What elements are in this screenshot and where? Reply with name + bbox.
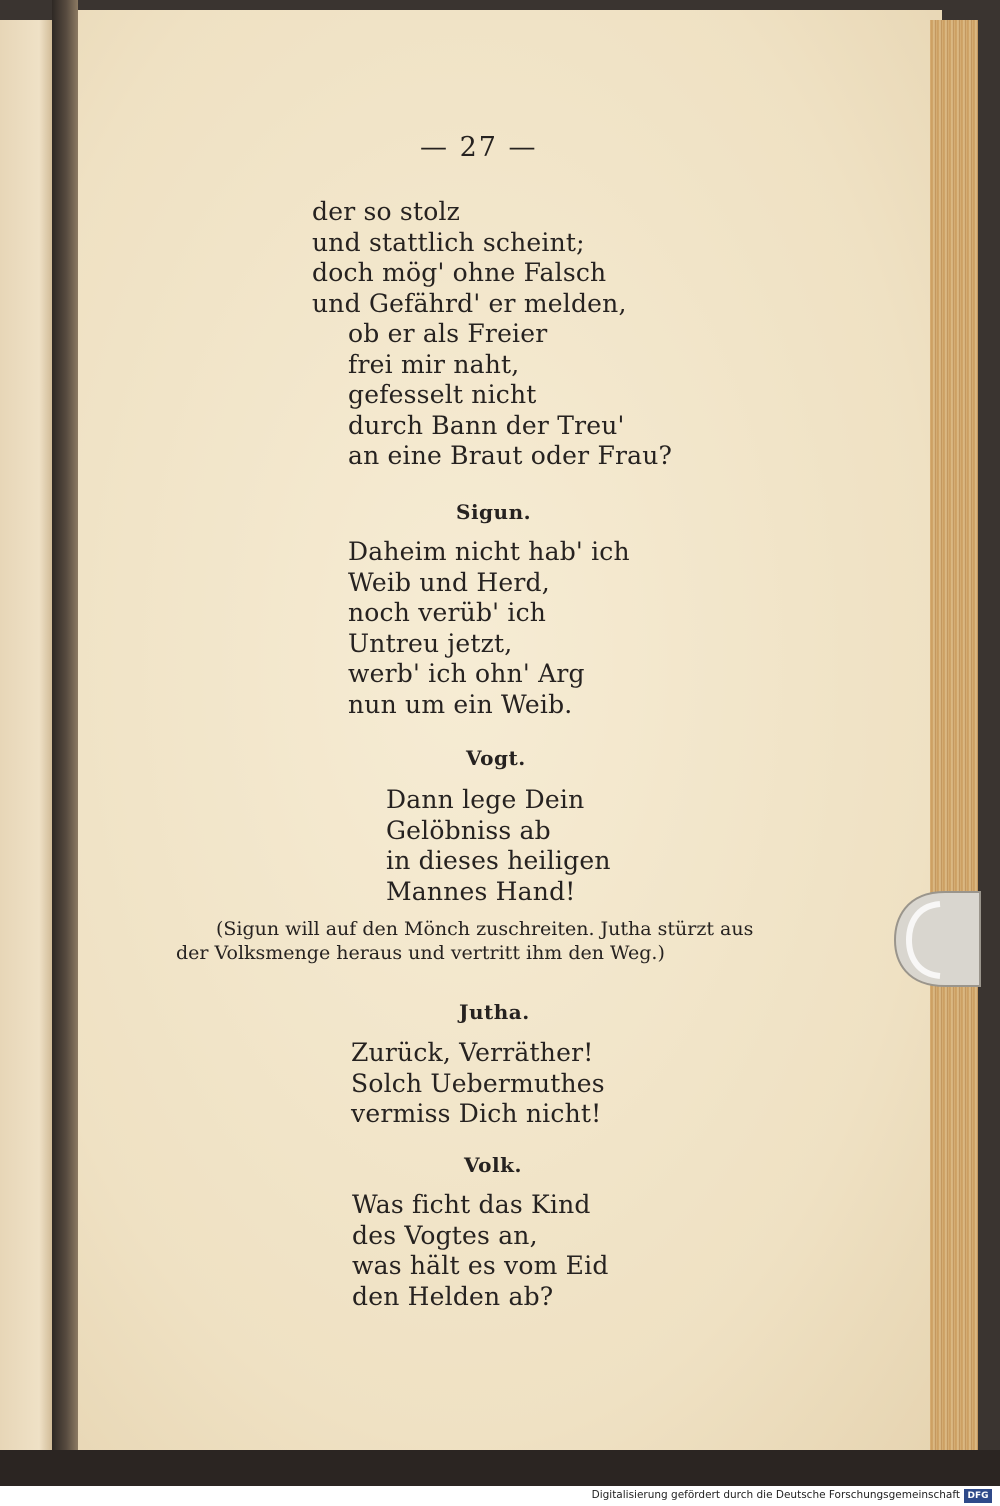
verse-line: der so stolz: [312, 197, 461, 226]
verse-line: Was ficht das Kind: [352, 1190, 591, 1219]
verse-line: Dann lege Dein: [386, 785, 585, 814]
verse-line: doch mög' ohne Falsch: [312, 258, 607, 287]
verse-block-vogt: [386, 785, 611, 907]
verse-block-volk: [352, 1190, 609, 1312]
verse-line: Solch Uebermuthes: [351, 1068, 605, 1098]
verse-line: Untreu jetzt,: [348, 628, 513, 658]
footer-bar: [0, 1486, 1000, 1506]
verse-line: und stattlich scheint;: [312, 227, 585, 257]
verse-line: was hält es vom Eid: [352, 1251, 609, 1280]
book-gutter: [52, 0, 78, 1460]
speaker-jutha: Jutha.: [459, 1000, 530, 1024]
speaker-sigun: Sigun.: [456, 500, 532, 524]
left-page-edge: [0, 20, 56, 1450]
verse-line: Weib und Herd,: [348, 567, 550, 597]
verse-line: an eine Braut oder Frau?: [348, 441, 673, 470]
footer-credit: Digitalisierung gefördert durch die Deutsche Forschungsgemeinschaft: [591, 1489, 960, 1501]
verse-block-sigun: [348, 537, 630, 720]
verse-line: Zurück, Verräther!: [351, 1038, 594, 1067]
verse-line: den Helden ab?: [352, 1281, 554, 1311]
verse-line: durch Bann der Treu': [348, 410, 625, 440]
verse-line: werb' ich ohn' Arg: [348, 659, 585, 688]
stage-direction-line: der Volksmenge heraus und vertritt ihm den Weg.): [176, 942, 665, 964]
verse-line: ob er als Freier: [348, 319, 548, 348]
verse-line: Daheim nicht hab' ich: [348, 537, 630, 566]
verse-block-jutha: [351, 1038, 605, 1130]
verse-line: Gelöbniss ab: [386, 815, 551, 845]
stage-direction: [176, 917, 753, 965]
verse-line: gefesselt nicht: [348, 380, 537, 409]
stage-direction-line: (Sigun will auf den Mönch zuschreiten. Jutha stürzt aus: [216, 918, 754, 940]
verse-line: noch verüb' ich: [348, 598, 547, 627]
verse-block-1: [312, 197, 672, 472]
page-clip-icon: [885, 890, 985, 990]
verse-line: und Gefährd' er melden,: [312, 288, 627, 318]
verse-line: frei mir naht,: [348, 349, 520, 379]
speaker-volk: Volk.: [464, 1153, 522, 1177]
page-number: — 27 —: [420, 132, 538, 163]
speaker-vogt: Vogt.: [466, 746, 526, 770]
dfg-logo-icon: DFG: [964, 1489, 992, 1503]
bottom-shadow: [0, 1450, 1000, 1486]
verse-line: des Vogtes an,: [352, 1220, 538, 1250]
verse-line: nun um ein Weib.: [348, 689, 573, 719]
verse-line: vermiss Dich nicht!: [351, 1099, 602, 1128]
page-stack-edge: [930, 20, 978, 1450]
verse-line: Mannes Hand!: [386, 876, 576, 906]
verse-line: in dieses heiligen: [386, 846, 611, 875]
